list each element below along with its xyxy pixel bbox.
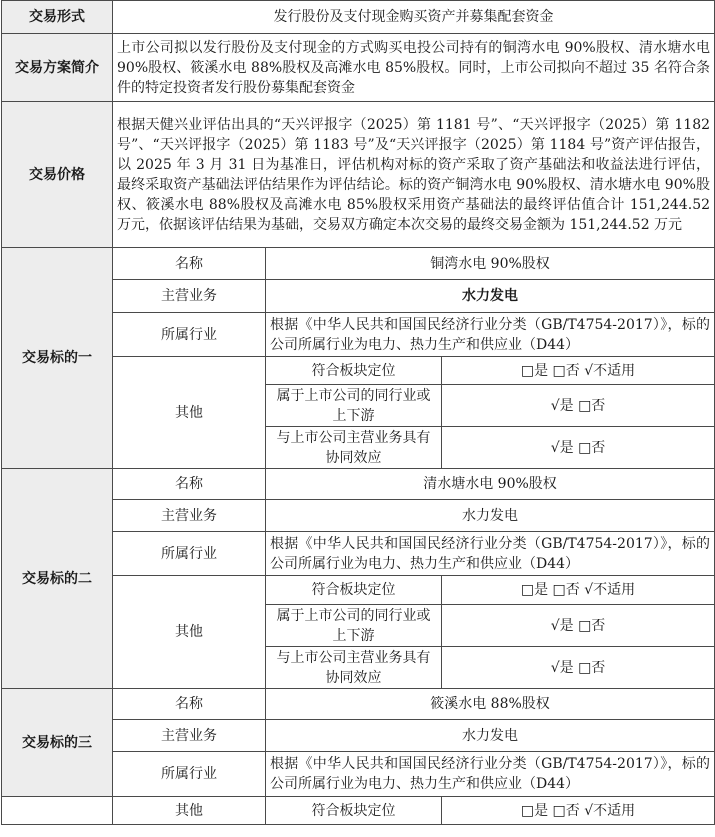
- transaction-plan-value: 上市公司拟以发行股份及支付现金的方式购买电投公司持有的铜湾水电 90%股权、清水塘水电 90%股权、筱溪水电 88%股权及高滩水电 85%股权。同时，上市公司拟向不超过 35 名符合条件的特定投资者发行股份募集配套资金: [113, 34, 715, 102]
- row-target2-name: [2, 469, 715, 500]
- target2-industry-value: 根据《中华人民共和国国民经济行业分类（GB/T4754-2017）》，标的公司所属行业为电力、热力生产和供应业（D44）: [266, 532, 715, 576]
- target3-other-label: 其他: [113, 797, 266, 825]
- target1-industry-label: 所属行业: [113, 313, 266, 357]
- row-target3-board: [2, 797, 715, 825]
- row-transaction-price: [2, 102, 715, 248]
- target1-synergy-value: √是 □否: [442, 427, 715, 469]
- target2-synergy-value: √是 □否: [442, 647, 715, 689]
- target2-business-value: 水力发电: [266, 500, 715, 532]
- target2-board-label: 符合板块定位: [266, 576, 442, 605]
- target3-spacer: [2, 797, 113, 825]
- target2-other-label: 其他: [113, 576, 266, 689]
- target1-board-label: 符合板块定位: [266, 357, 442, 385]
- transaction-form-value: 发行股份及支付现金购买资产并募集配套资金: [113, 1, 715, 34]
- target3-industry-value: 根据《中华人民共和国国民经济行业分类（GB/T4754-2017）》，标的公司所属行业为电力、热力生产和供应业（D44）: [266, 752, 715, 797]
- row-transaction-form: [2, 1, 715, 34]
- target1-title: 交易标的一: [2, 248, 113, 469]
- target1-same-industry-label: 属于上市公司的同行业或上下游: [266, 385, 442, 427]
- target3-business-value: 水力发电: [266, 720, 715, 752]
- target1-business-value: 水力发电: [266, 280, 715, 313]
- target3-name-value: 筱溪水电 88%股权: [266, 689, 715, 720]
- target2-name-label: 名称: [113, 469, 266, 500]
- row-transaction-plan: [2, 34, 715, 102]
- row-target1-name: [2, 248, 715, 280]
- transaction-price-value: 根据天健兴业评估出具的“天兴评报字（2025）第 1181 号”、“天兴评报字（2025）第 1182 号”、“天兴评报字（2025）第 1183 号”及“天兴评报字（2025）第 1184 号”资产评估报告，以 2025 年 3 月 31 日为基准日，评估机构对标的资产采取了资产基础法和收益法进行评估，最终采取资产基础法评估结果作为评估结论。标的资产铜湾水电 90%股权、清水塘水电 90%股权、筱溪水电 88%股权及高滩水电 85%股权采用资产基础法的最终评估值合计 151,244.52 万元，依据该评估结果为基础，交易双方确定本次交易的最终交易金额为 151,244.52 万元: [113, 102, 715, 248]
- transaction-form-label: 交易形式: [2, 1, 113, 34]
- target2-title: 交易标的二: [2, 469, 113, 689]
- target1-industry-value: 根据《中华人民共和国国民经济行业分类（GB/T4754-2017）》，标的公司所属行业为电力、热力生产和供应业（D44）: [266, 313, 715, 357]
- target1-name-label: 名称: [113, 248, 266, 280]
- target3-name-label: 名称: [113, 689, 266, 720]
- target1-other-label: 其他: [113, 357, 266, 469]
- target2-synergy-label: 与上市公司主营业务具有协同效应: [266, 647, 442, 689]
- target3-title: 交易标的三: [2, 689, 113, 797]
- target2-same-industry-label: 属于上市公司的同行业或上下游: [266, 605, 442, 647]
- target1-same-industry-value: √是 □否: [442, 385, 715, 427]
- target1-synergy-label: 与上市公司主营业务具有协同效应: [266, 427, 442, 469]
- target3-board-label: 符合板块定位: [266, 797, 442, 825]
- target1-business-label: 主营业务: [113, 280, 266, 313]
- target1-board-value: □是 □否 √不适用: [442, 357, 715, 385]
- transaction-plan-label: 交易方案简介: [2, 34, 113, 102]
- target2-board-value: □是 □否 √不适用: [442, 576, 715, 605]
- target3-board-value: □是 □否 √不适用: [442, 797, 715, 825]
- target2-industry-label: 所属行业: [113, 532, 266, 576]
- target2-name-value: 清水塘水电 90%股权: [266, 469, 715, 500]
- target2-same-industry-value: √是 □否: [442, 605, 715, 647]
- target3-business-label: 主营业务: [113, 720, 266, 752]
- target1-name-value: 铜湾水电 90%股权: [266, 248, 715, 280]
- target2-business-label: 主营业务: [113, 500, 266, 532]
- target3-industry-label: 所属行业: [113, 752, 266, 797]
- transaction-price-label: 交易价格: [2, 102, 113, 248]
- row-target3-name: [2, 689, 715, 720]
- transaction-table: [1, 0, 715, 825]
